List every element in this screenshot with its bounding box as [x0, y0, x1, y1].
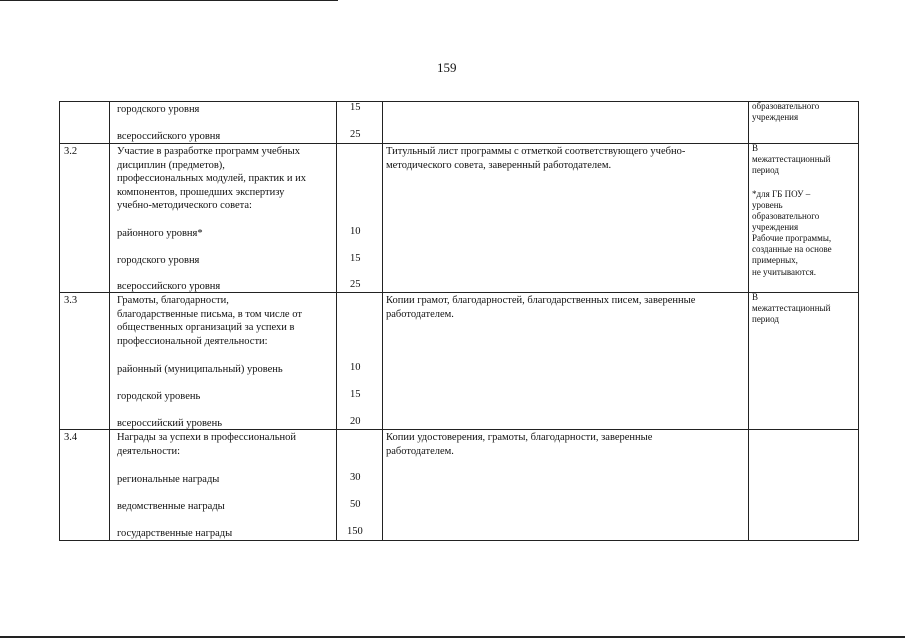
criterion-title-line: благодарственные письма, в том числе от: [117, 308, 302, 320]
note-line: учреждения: [752, 112, 799, 122]
col-divider: [858, 102, 859, 541]
row-number: 3.4: [64, 432, 78, 443]
note-line: период: [752, 314, 779, 324]
criterion-title-line: компонентов, прошедших экспертизу: [117, 186, 285, 198]
level-label: городской уровень: [117, 391, 201, 402]
level-label: государственные награды: [117, 528, 233, 539]
level-label: районного уровня*: [117, 228, 203, 239]
note-line: Рабочие программы,: [752, 233, 832, 243]
level-label: ведомственные награды: [117, 501, 225, 512]
note-line: примерных,: [752, 255, 798, 265]
level-points: 20: [350, 416, 361, 427]
col-divider: [748, 102, 749, 541]
criterion-title-line: Награды за успехи в профессиональной: [117, 432, 296, 443]
note-line: период: [752, 165, 779, 175]
note-line: образовательного: [752, 211, 820, 221]
level-points: 15: [350, 102, 361, 113]
level-label: региональные награды: [117, 474, 220, 485]
criterion-title-line: профессиональной деятельности:: [117, 335, 268, 347]
row-number: 3.3: [64, 295, 78, 306]
note-line: уровень: [752, 200, 783, 210]
level-label: всероссийский уровень: [117, 418, 223, 429]
note-line: межаттестационный: [752, 303, 831, 313]
level-points: 25: [350, 129, 361, 140]
level-points: 30: [350, 472, 361, 483]
level-label: всероссийского уровня: [117, 281, 221, 292]
note-line: учреждения: [752, 222, 799, 232]
criteria-table: [59, 101, 859, 541]
level-label: всероссийского уровня: [117, 131, 221, 142]
criterion-title-line: дисциплин (предметов),: [117, 159, 225, 171]
level-points: 50: [350, 499, 361, 510]
page-number: 159: [437, 60, 457, 75]
document-line: работодателем.: [386, 445, 454, 457]
level-label: городского уровня: [117, 255, 200, 266]
note-line: образовательного: [752, 101, 820, 111]
criterion-title-line: общественных организаций за успехи в: [117, 322, 295, 333]
top-rule: [0, 0, 338, 1]
row-number: 3.2: [64, 146, 78, 157]
criterion-title-line: деятельности:: [117, 445, 181, 457]
document-line: методического совета, заверенный работодателем.: [386, 159, 612, 171]
document-line: Копии удостоверения, грамоты, благодарности, заверенные: [386, 432, 653, 443]
note-line: В: [752, 292, 759, 302]
criterion-title-line: профессиональных модулей, практик и их: [117, 173, 307, 184]
document-line: Копии грамот, благодарностей, благодарственных писем, заверенные: [386, 295, 696, 306]
criterion-title-line: Участие в разработке программ учебных: [117, 146, 300, 157]
level-label: городского уровня: [117, 104, 200, 115]
note-line: В: [752, 143, 759, 153]
note-line: не учитываются.: [752, 267, 817, 277]
note-line: *для ГБ ПОУ –: [752, 189, 811, 199]
level-points: 10: [350, 226, 361, 237]
level-points: 15: [350, 253, 361, 264]
level-points: 15: [350, 389, 361, 400]
criterion-title-line: Грамоты, благодарности,: [117, 295, 229, 306]
document-line: работодателем.: [386, 308, 454, 320]
col-divider: [336, 102, 337, 541]
level-points: 150: [347, 526, 363, 537]
note-line: созданные на основе: [752, 244, 832, 254]
col-divider: [382, 102, 383, 541]
document-line: Титульный лист программы с отметкой соответствующего учебно-: [386, 146, 686, 157]
level-points: 10: [350, 362, 361, 373]
col-divider: [109, 102, 110, 541]
level-points: 25: [350, 279, 361, 290]
criterion-title-line: учебно-методического совета:: [117, 200, 252, 211]
level-label: районный (муниципальный) уровень: [117, 364, 283, 375]
bottom-rule: [0, 636, 905, 638]
note-line: межаттестационный: [752, 154, 831, 164]
